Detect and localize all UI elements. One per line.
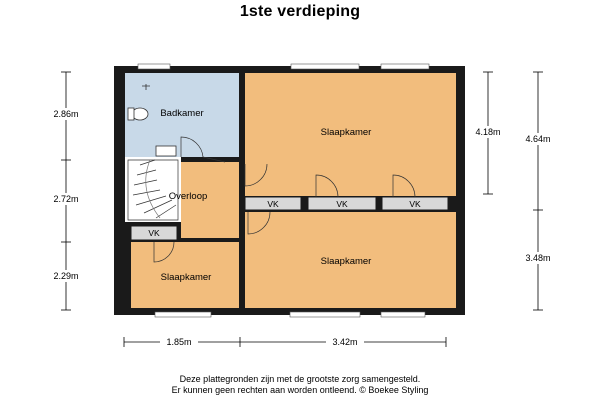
dim-bottom-1: 1.85m: [166, 337, 192, 347]
slaapkamer-bottom-label: Slaapkamer: [320, 256, 372, 267]
dim-left-3: 2.29m: [53, 271, 79, 281]
closet-label: VK: [409, 199, 421, 209]
slaapkamer-large-label: Slaapkamer: [320, 127, 372, 138]
dim-right-inner: 4.18m: [475, 127, 501, 137]
footer-line-1: Deze plattegronden zijn met de grootste zorg samengesteld.: [179, 374, 421, 384]
dim-left-1: 2.86m: [53, 109, 79, 119]
closet-label: VK: [336, 199, 348, 209]
badkamer-label: Badkamer: [160, 108, 204, 119]
closet-label: VK: [148, 228, 160, 238]
closet-label: VK: [267, 199, 279, 209]
floor-title: 1ste verdieping: [239, 3, 361, 20]
staircase: [128, 160, 178, 220]
dim-right-outer-1: 4.64m: [525, 134, 551, 144]
dim-right-outer-2: 3.48m: [525, 253, 551, 263]
dim-bottom-2: 3.42m: [332, 337, 358, 347]
slaapkamer-small-label: Slaapkamer: [160, 272, 212, 283]
footer-line-2: Er kunnen geen rechten aan worden ontleend. © Boekee Styling: [171, 385, 429, 395]
dim-left-2: 2.72m: [53, 194, 79, 204]
overloop-label: Overloop: [168, 191, 208, 202]
